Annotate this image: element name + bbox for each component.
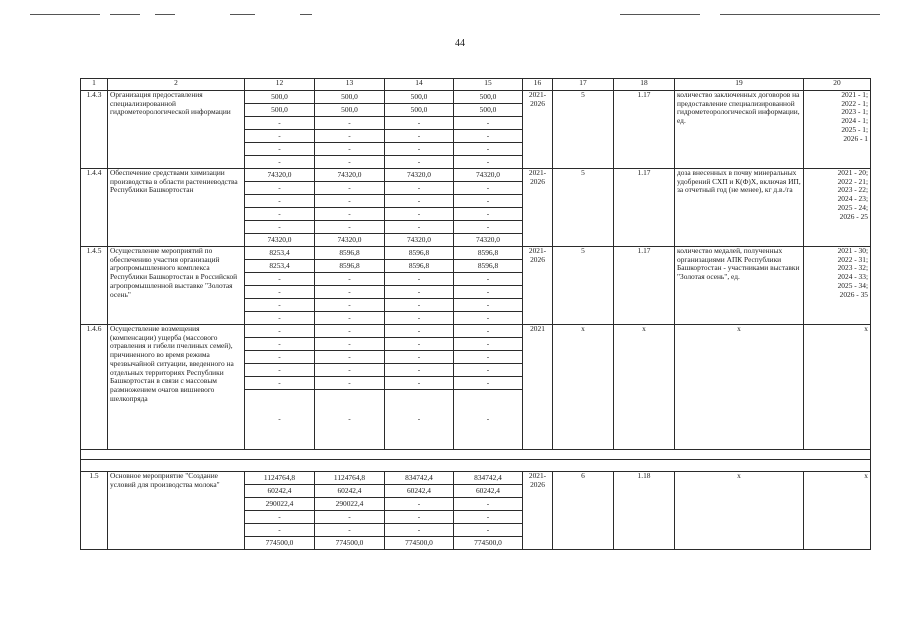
funding-value: 834742,4 [454, 472, 523, 485]
funding-value: - [245, 390, 315, 450]
funding-value: 8253,4 [245, 260, 315, 273]
funding-value: - [454, 524, 523, 537]
funding-value: 500,0 [315, 104, 385, 117]
funding-value: - [454, 299, 523, 312]
funding-value: - [245, 117, 315, 130]
funding-value: - [315, 390, 385, 450]
funding-value: - [315, 524, 385, 537]
funding-value: 8596,8 [454, 260, 523, 273]
funding-value: - [454, 498, 523, 511]
funding-value: 60242,4 [245, 485, 315, 498]
period: 2021- 2026 [523, 247, 553, 325]
funding-value: - [454, 208, 523, 221]
funding-value: - [385, 286, 454, 299]
funding-value: - [454, 377, 523, 390]
funding-value: - [315, 286, 385, 299]
funding-value: - [454, 273, 523, 286]
col17-value: 6 [553, 472, 614, 550]
funding-value: - [385, 156, 454, 169]
funding-value: - [245, 299, 315, 312]
funding-value: - [454, 364, 523, 377]
col18-value: 1.17 [614, 247, 675, 325]
funding-value: 500,0 [454, 91, 523, 104]
funding-value: 500,0 [245, 91, 315, 104]
col17-value: x [553, 325, 614, 450]
funding-value: - [315, 377, 385, 390]
funding-value: 8596,8 [385, 260, 454, 273]
column-number: 19 [675, 79, 804, 91]
funding-value: - [245, 511, 315, 524]
funding-value: 500,0 [245, 104, 315, 117]
row-number: 1.4.6 [81, 325, 108, 450]
page-number: 44 [455, 38, 465, 49]
indicator-text: доза внесенных в почву минеральных удобрений СХП и К(Ф)Х, включая ИП, за отчетный год (не менее), кг д.в./га [675, 169, 804, 247]
funding-value: - [385, 182, 454, 195]
funding-value: - [245, 351, 315, 364]
activity-name: Осуществление возмещения (компенсации) ущерба (массового отравления и гибели пчелиных семей), причиненного во время режима чрезвычайной ситуации, введенного на отдельных территориях Республики Башкортостан в связи с массовым размножением очагов вишневого шелкопряда [108, 325, 245, 450]
funding-value: 500,0 [385, 91, 454, 104]
funding-value: 74320,0 [454, 234, 523, 247]
funding-value: - [245, 524, 315, 537]
funding-value: 8253,4 [245, 247, 315, 260]
funding-value: - [385, 524, 454, 537]
funding-value: - [454, 312, 523, 325]
funding-value: 8596,8 [315, 247, 385, 260]
funding-value: - [245, 325, 315, 338]
column-number: 16 [523, 79, 553, 91]
funding-value: - [315, 511, 385, 524]
funding-value: - [454, 156, 523, 169]
scan-edge-marks [0, 8, 905, 16]
funding-value: - [454, 130, 523, 143]
funding-value: - [454, 286, 523, 299]
funding-value: - [315, 130, 385, 143]
funding-value: - [454, 390, 523, 450]
funding-value: 1124764,8 [315, 472, 385, 485]
funding-value: 60242,4 [315, 485, 385, 498]
col18-value: x [614, 325, 675, 450]
activity-name: Основное мероприятие "Создание условий для производства молока" [108, 472, 245, 550]
period: 2021 [523, 325, 553, 450]
funding-value: - [385, 208, 454, 221]
funding-value: 8596,8 [454, 247, 523, 260]
funding-value: 500,0 [454, 104, 523, 117]
column-number: 12 [245, 79, 315, 91]
funding-value: - [385, 117, 454, 130]
funding-value: - [315, 182, 385, 195]
funding-value: 8596,8 [315, 260, 385, 273]
column-number: 13 [315, 79, 385, 91]
col17-value: 5 [553, 169, 614, 247]
funding-value: 74320,0 [454, 169, 523, 182]
funding-value: - [385, 130, 454, 143]
target-values: 2021 - 20; 2022 - 21; 2023 - 22; 2024 - 23; 2025 - 24; 2026 - 25 [804, 169, 871, 247]
funding-value: 74320,0 [245, 234, 315, 247]
col18-value: 1.17 [614, 169, 675, 247]
funding-value: - [385, 143, 454, 156]
empty-cell [81, 450, 871, 460]
funding-value: - [245, 182, 315, 195]
funding-value: - [245, 143, 315, 156]
empty-row [81, 460, 871, 472]
funding-value: - [315, 338, 385, 351]
funding-value: - [385, 390, 454, 450]
activity-name: Организация предоставления специализированной гидрометеорологической информации [108, 91, 245, 169]
column-number: 14 [385, 79, 454, 91]
funding-value: - [385, 273, 454, 286]
table-row [81, 91, 871, 104]
column-number: 18 [614, 79, 675, 91]
funding-value: 60242,4 [385, 485, 454, 498]
funding-value: - [315, 273, 385, 286]
funding-value: - [385, 338, 454, 351]
funding-value: 500,0 [315, 91, 385, 104]
funding-value: - [385, 312, 454, 325]
table-row [81, 247, 871, 260]
funding-value: 290022,4 [245, 498, 315, 511]
row-number: 1.4.4 [81, 169, 108, 247]
activity-name: Обеспечение средствами химизации производства в области растениеводства Республики Башкортостан [108, 169, 245, 247]
funding-value: 8596,8 [385, 247, 454, 260]
funding-value: - [245, 156, 315, 169]
funding-value: - [385, 325, 454, 338]
funding-value: - [454, 338, 523, 351]
funding-value: 74320,0 [385, 234, 454, 247]
funding-value: - [315, 351, 385, 364]
row-number: 1.4.5 [81, 247, 108, 325]
col18-value: 1.18 [614, 472, 675, 550]
column-number: 15 [454, 79, 523, 91]
funding-value: - [315, 143, 385, 156]
funding-value: - [315, 156, 385, 169]
funding-value: - [315, 195, 385, 208]
funding-value: - [315, 299, 385, 312]
funding-value: - [385, 377, 454, 390]
funding-value: - [385, 511, 454, 524]
row-number: 1.4.3 [81, 91, 108, 169]
funding-value: - [454, 325, 523, 338]
funding-value: - [315, 325, 385, 338]
activity-name: Осуществление мероприятий по обеспечению участия организаций агропромышленного комплекса Республики Башкортостан в Российской агропромышленной выставке "Золотая осень" [108, 247, 245, 325]
target-values: x [804, 472, 871, 550]
target-values: x [804, 325, 871, 450]
funding-value: - [454, 351, 523, 364]
funding-value: - [454, 117, 523, 130]
empty-cell [81, 460, 871, 472]
funding-value: - [454, 511, 523, 524]
funding-value: - [245, 364, 315, 377]
table-row [81, 325, 871, 338]
funding-value: - [245, 130, 315, 143]
table-row [81, 472, 871, 485]
indicator-text: количество заключенных договоров на предоставление специализированной гидрометеорологической информации, ед. [675, 91, 804, 169]
indicator-text: x [675, 472, 804, 550]
funding-value: - [385, 195, 454, 208]
target-values: 2021 - 1; 2022 - 1; 2023 - 1; 2024 - 1; 2025 - 1; 2026 - 1 [804, 91, 871, 169]
funding-value: - [454, 195, 523, 208]
funding-value: 774500,0 [454, 537, 523, 550]
funding-value: - [385, 498, 454, 511]
column-number: 1 [81, 79, 108, 91]
col18-value: 1.17 [614, 91, 675, 169]
funding-value: 774500,0 [315, 537, 385, 550]
funding-value: - [245, 338, 315, 351]
empty-row [81, 450, 871, 460]
table-row [81, 169, 871, 182]
funding-value: - [385, 364, 454, 377]
indicator-text: количество медалей, полученных организациями АПК Республики Башкортостан - участниками выставки "Золотая осень", ед. [675, 247, 804, 325]
funding-value: - [315, 208, 385, 221]
period: 2021- 2026 [523, 472, 553, 550]
funding-value: - [245, 312, 315, 325]
funding-value: - [245, 221, 315, 234]
period: 2021- 2026 [523, 169, 553, 247]
column-number: 20 [804, 79, 871, 91]
funding-value: 74320,0 [315, 234, 385, 247]
funding-value: 74320,0 [245, 169, 315, 182]
funding-value: - [454, 143, 523, 156]
funding-value: - [315, 117, 385, 130]
indicator-text: x [675, 325, 804, 450]
funding-value: - [385, 351, 454, 364]
funding-value: 774500,0 [385, 537, 454, 550]
target-values: 2021 - 30; 2022 - 31; 2023 - 32; 2024 - 33; 2025 - 34; 2026 - 35 [804, 247, 871, 325]
row-number: 1.5 [81, 472, 108, 550]
funding-value: - [245, 208, 315, 221]
column-number: 17 [553, 79, 614, 91]
funding-value: 834742,4 [385, 472, 454, 485]
funding-value: - [454, 182, 523, 195]
column-number-row [81, 79, 871, 91]
program-table [80, 78, 871, 550]
funding-value: 74320,0 [385, 169, 454, 182]
period: 2021- 2026 [523, 91, 553, 169]
funding-value: - [245, 273, 315, 286]
funding-value: - [245, 377, 315, 390]
funding-value: - [315, 364, 385, 377]
funding-value: - [454, 221, 523, 234]
funding-value: - [315, 221, 385, 234]
funding-value: 60242,4 [454, 485, 523, 498]
funding-value: - [245, 195, 315, 208]
funding-value: - [385, 221, 454, 234]
funding-value: - [385, 299, 454, 312]
col17-value: 5 [553, 91, 614, 169]
funding-value: 774500,0 [245, 537, 315, 550]
col17-value: 5 [553, 247, 614, 325]
column-number: 2 [108, 79, 245, 91]
funding-value: - [245, 286, 315, 299]
funding-value: 500,0 [385, 104, 454, 117]
funding-value: 290022,4 [315, 498, 385, 511]
funding-value: 74320,0 [315, 169, 385, 182]
funding-value: - [315, 312, 385, 325]
funding-value: 1124764,8 [245, 472, 315, 485]
